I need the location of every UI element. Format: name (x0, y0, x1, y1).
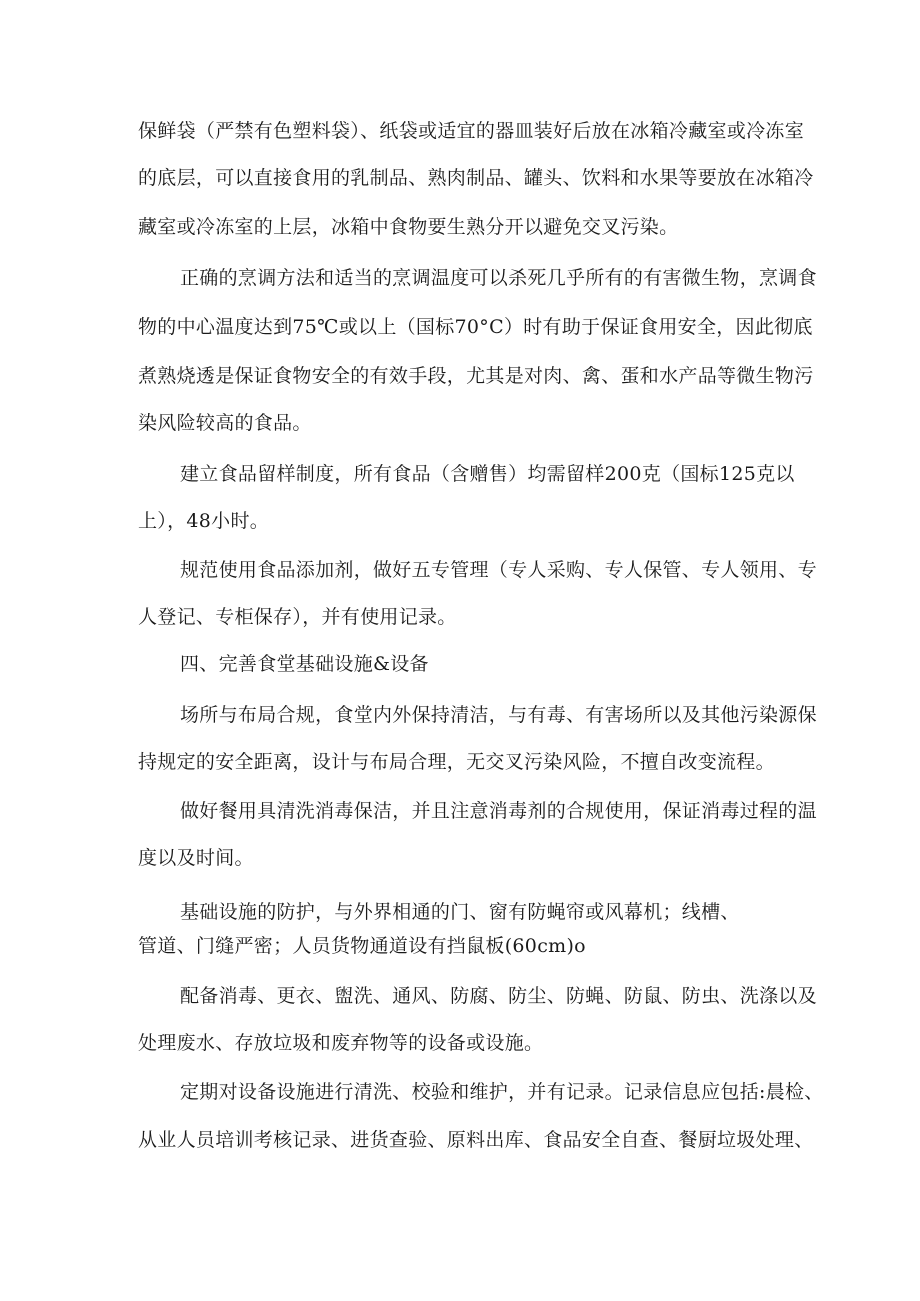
text-line: 染风险较高的食品。 (138, 412, 312, 434)
text-line: 的底层，可以直接食用的乳制品、熟肉制品、罐头、饮料和水果等要放在冰箱冷 (138, 167, 814, 189)
text-line: 正确的烹调方法和适当的烹调温度可以杀死几乎所有的有害微生物，烹调食 (180, 267, 817, 289)
text-line: 规范使用食品添加剂，做好五专管理（专人采购、专人保管、专人领用、专 (180, 559, 817, 581)
text-line: 上），48小时。 (138, 510, 270, 532)
text-line: 持规定的安全距离，设计与布局合理，无交叉污染风险，不擅自改变流程。 (138, 751, 775, 773)
text-line: 场所与布局合规，食堂内外保持清洁，与有毒、有害场所以及其他污染源保 (180, 704, 817, 726)
text-line: 配备消毒、更衣、盥洗、通风、防腐、防尘、防蝇、防鼠、防虫、洗涤以及 (180, 985, 817, 1007)
section-heading: 四、完善食堂基础设施&设备 (180, 653, 429, 675)
text-line: 藏室或冷冻室的上层，冰箱中食物要生熟分开以避免交叉污染。 (138, 216, 679, 238)
text-line: 度以及时间。 (138, 847, 254, 869)
text-line: 物的中心温度达到75℃或以上（国标70°C）时有助于保证食用安全，因此彻底 (138, 316, 813, 338)
text-line: 定期对设备设施进行清洗、校验和维护，并有记录。记录信息应包括:晨检、 (180, 1081, 824, 1103)
text-line: 基础设施的防护，与外界相通的门、窗有防蝇帘或风幕机；线槽、 (180, 901, 740, 923)
text-line: 从业人员培训考核记录、进货查验、原料出库、食品安全自查、餐厨垃圾处理、 (138, 1129, 814, 1151)
text-line: 建立食品留样制度，所有食品（含赠售）均需留样200克（国标125克以 (180, 463, 795, 485)
text-line: 管道、门缝严密；人员货物通道设有挡鼠板(60cm)o (138, 935, 586, 957)
text-line: 人登记、专柜保存），并有使用记录。 (138, 606, 457, 628)
text-line: 做好餐用具清洗消毒保洁，并且注意消毒剂的合规使用，保证消毒过程的温 (180, 800, 817, 822)
text-line: 煮熟烧透是保证食物安全的有效手段，尤其是对肉、禽、蛋和水产品等微生物污 (138, 365, 814, 387)
text-line: 处理废水、存放垃圾和废弃物等的设备或设施。 (138, 1032, 544, 1054)
text-line: 保鲜袋（严禁有色塑料袋）、纸袋或适宜的器皿装好后放在冰箱冷藏室或冷冻室 (138, 120, 805, 142)
